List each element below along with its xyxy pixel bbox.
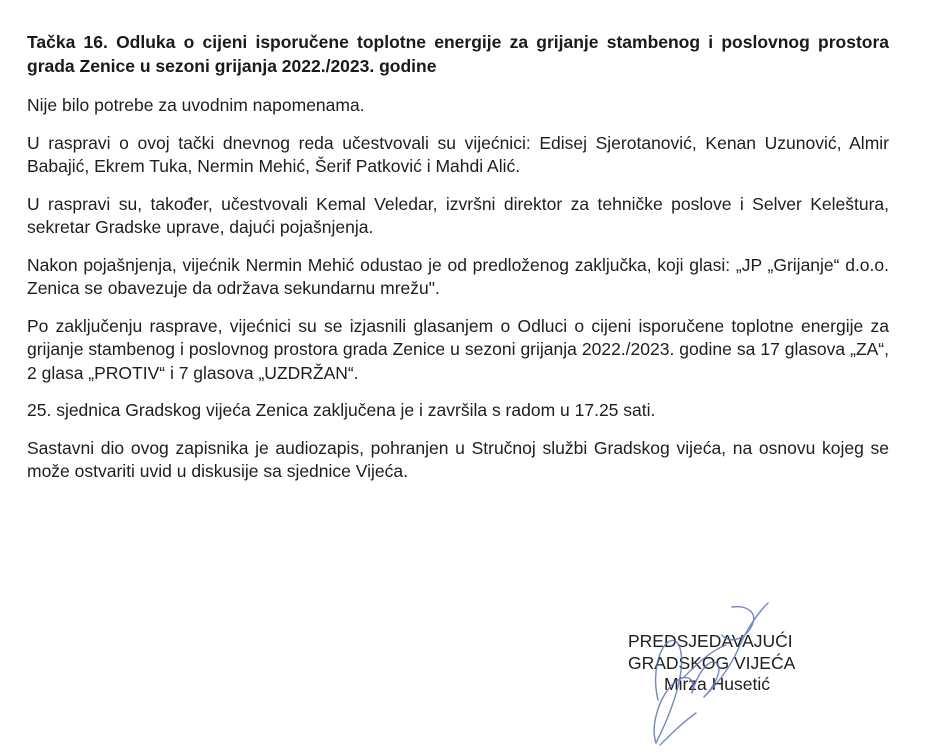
paragraph-withdrawn-conclusion: Nakon pojašnjenja, vijećnik Nermin Mehić odustao je od predloženog zaključka, koji glasi: „JP „Grijanje“ d.o.o. Zenica se obavezuje da održava sekundarnu mrežu". xyxy=(27,254,889,298)
paragraph-intro: Nije bilo potrebe za uvodnim napomenama. xyxy=(27,95,365,115)
signatory-title-line1: PREDSJEDAVAJUĆI xyxy=(628,631,793,651)
signature-block xyxy=(628,631,858,696)
agenda-item-heading: Tačka 16. Odluka o cijeni isporučene toplotne energije za grijanje stambenog i poslovnog prostora grada Zenice u sezoni grijanja 2022./2023. godine xyxy=(27,32,889,76)
signatory-title-line2: GRADSKOG VIJEĆA xyxy=(628,652,796,673)
paragraph-vote-result: Po zaključenju rasprave, vijećnici su se izjasnili glasanjem o Odluci o cijeni isporučene toplotne energije za grijanje stambenog i poslovnog prostora grada Zenice u sezoni grijanja 2022./2023. godine sa 17 glasova „ZA“, 2 glasa „PROTIV“ i 7 glasova „UZDRŽAN“. xyxy=(27,315,889,383)
paragraph-session-closed: 25. sjednica Gradskog vijeća Zenica zaključena je i završila s radom u 17.25 sati. xyxy=(27,400,656,420)
signatory-name: Mirza Husetić xyxy=(664,674,770,694)
paragraph-participants: U raspravi o ovoj tački dnevnog reda učestvovali su vijećnici: Edisej Sjerotanović, Kenan Uzunović, Almir Babajić, Ekrem Tuka, Nermin Mehić, Šerif Patković i Mahdi Alić. xyxy=(27,132,889,176)
paragraph-audio-record: Sastavni dio ovog zapisnika je audiozapis, pohranjen u Stručnoj službi Gradskog vijeća, na osnovu kojeg se može ostvariti uvid u diskusije sa sjednice Vijeća. xyxy=(27,437,889,481)
document-body xyxy=(27,30,889,498)
paragraph-clarifications: U raspravi su, također, učestvovali Kemal Veledar, izvršni direktor za tehničke poslove i Selver Keleštura, sekretar Gradske uprave, dajući pojašnjenja. xyxy=(27,193,889,237)
